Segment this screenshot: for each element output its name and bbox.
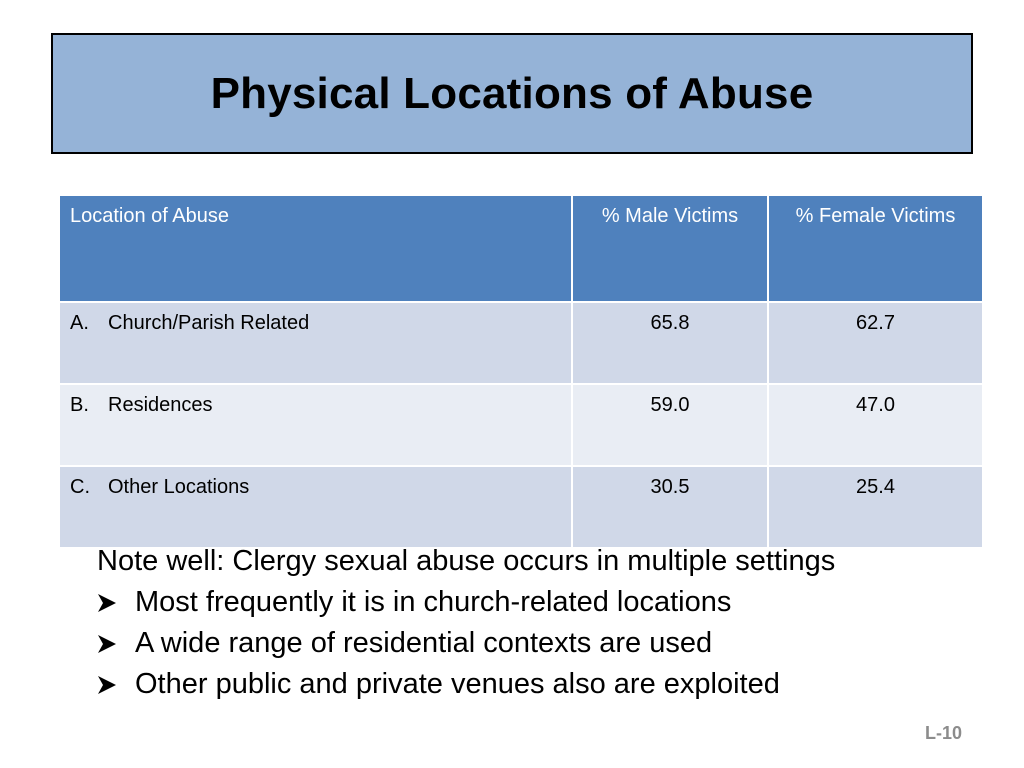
row-letter: C. bbox=[70, 476, 90, 498]
header-location: Location of Abuse bbox=[60, 196, 572, 302]
location-cell bbox=[60, 384, 572, 466]
table-row bbox=[60, 466, 982, 548]
location-label: Other Locations bbox=[108, 476, 250, 498]
table-row bbox=[60, 302, 982, 384]
location-cell bbox=[60, 466, 572, 548]
notes-block bbox=[97, 541, 835, 705]
location-cell bbox=[60, 302, 572, 384]
bullet-text: A wide range of residential contexts are used bbox=[135, 627, 713, 659]
slide-number: L-10 bbox=[925, 723, 963, 743]
female-value: 47.0 bbox=[768, 384, 982, 466]
slide-title: Physical Locations of Abuse bbox=[210, 68, 814, 118]
location-label: Residences bbox=[108, 394, 213, 416]
table-row bbox=[60, 384, 982, 466]
header-male-victims: % Male Victims bbox=[572, 196, 768, 302]
location-label: Church/Parish Related bbox=[108, 312, 310, 334]
header-female-victims: % Female Victims bbox=[768, 196, 982, 302]
arrowhead-bullet-icon bbox=[97, 593, 135, 613]
locations-table bbox=[60, 196, 982, 549]
bullet-text: Most frequently it is in church-related locations bbox=[135, 586, 732, 618]
female-value: 25.4 bbox=[768, 466, 982, 548]
female-value: 62.7 bbox=[768, 302, 982, 384]
title-box bbox=[51, 33, 973, 154]
bullet-item bbox=[97, 582, 835, 623]
arrowhead-bullet-icon bbox=[97, 634, 135, 654]
row-letter: B. bbox=[70, 394, 89, 416]
bullet-item bbox=[97, 664, 835, 705]
notes-heading: Note well: Clergy sexual abuse occurs in multiple settings bbox=[97, 545, 836, 577]
male-value: 59.0 bbox=[572, 384, 768, 466]
male-value: 30.5 bbox=[572, 466, 768, 548]
bullet-item bbox=[97, 623, 835, 664]
row-letter: A. bbox=[70, 312, 89, 334]
arrowhead-bullet-icon bbox=[97, 675, 135, 695]
table-header-row bbox=[60, 196, 982, 302]
bullet-text: Other public and private venues also are exploited bbox=[135, 668, 780, 700]
male-value: 65.8 bbox=[572, 302, 768, 384]
